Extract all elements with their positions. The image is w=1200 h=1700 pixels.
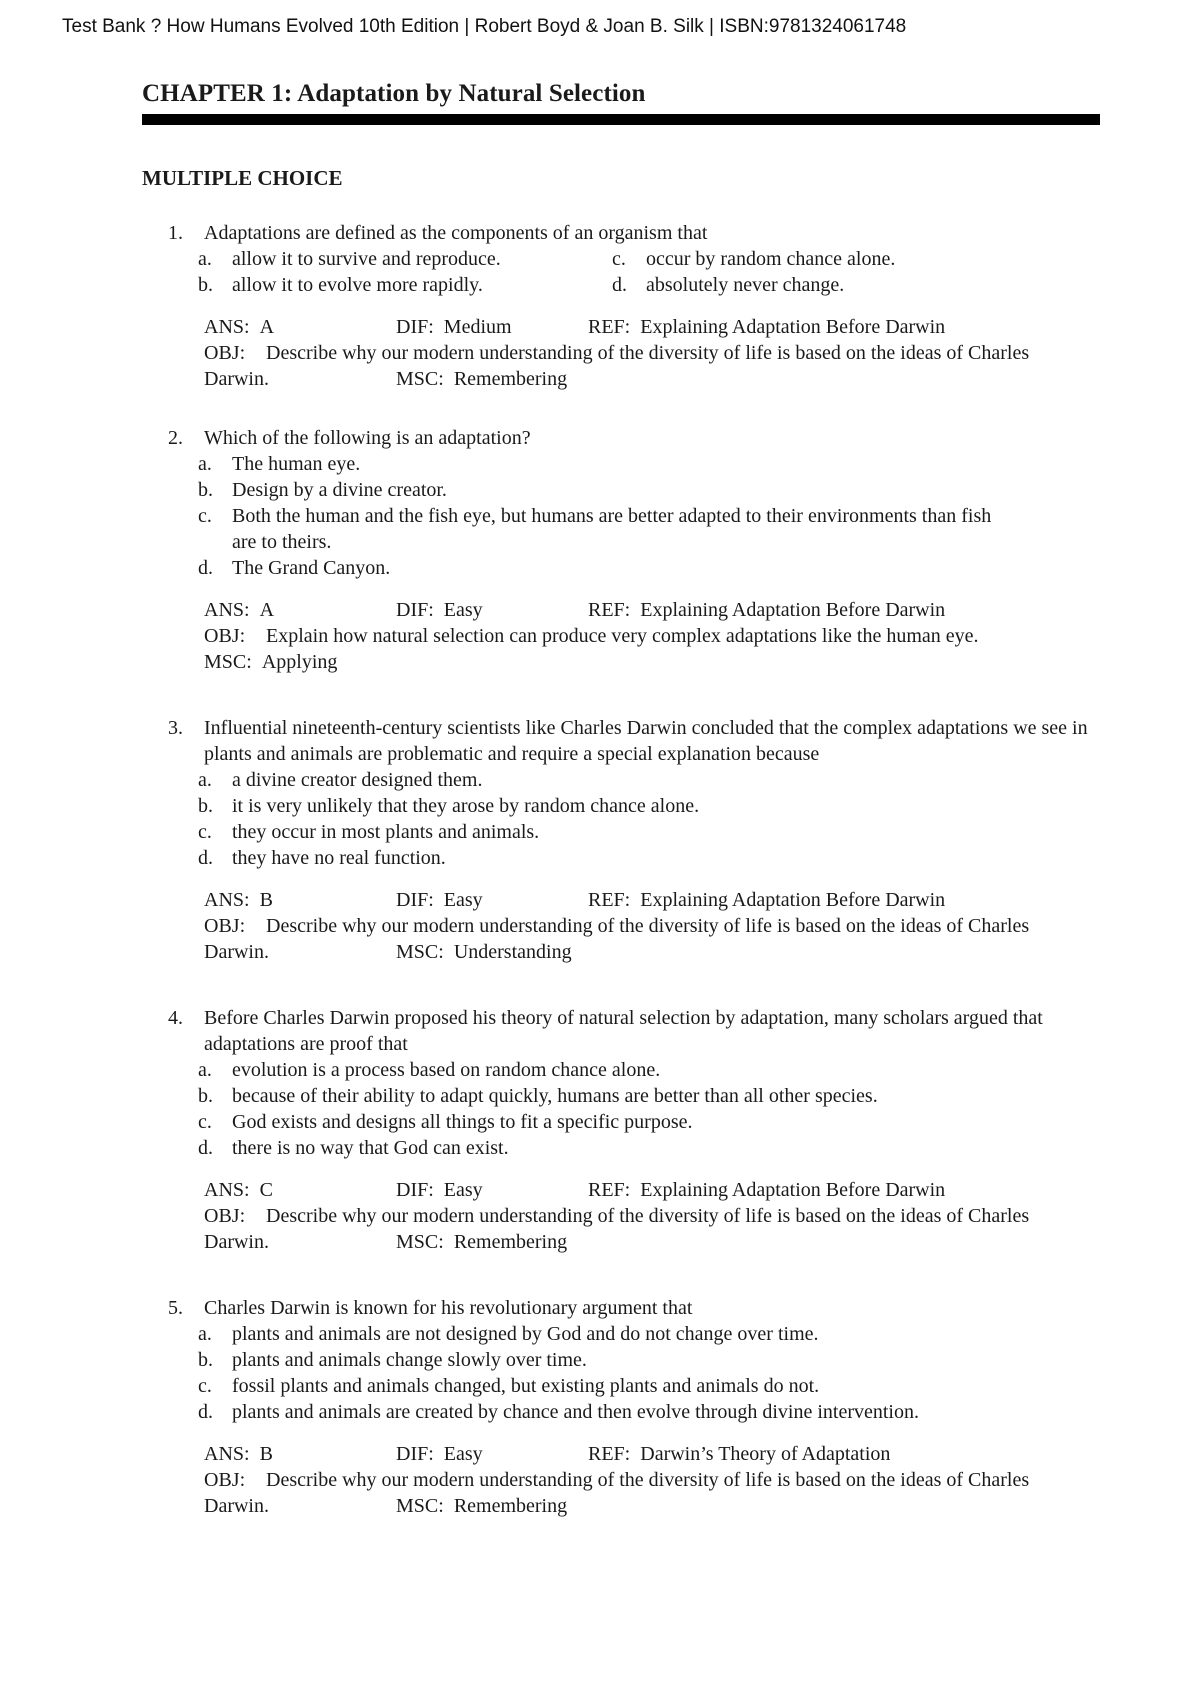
choice-d: d. they have no real function. [198,847,446,869]
choice-c: c. they occur in most plants and animals. [198,821,540,843]
choice-c: c. Both the human and the fish eye, but humans are better adapted to their environments than fish are to theirs. [198,505,992,553]
reference: REF: Explaining Adaptation Before Darwin [588,316,946,338]
choice-text: absolutely never change. [646,274,845,296]
question-number: 2. [168,427,183,449]
choice-b: b. because of their ability to adapt quickly, humans are better than all other species. [198,1085,878,1107]
objective-continued: Darwin. [204,1495,269,1517]
reference: REF: Explaining Adaptation Before Darwin [588,1179,946,1201]
question-2 [168,425,1108,675]
choice-c [612,246,992,272]
difficulty: DIF: Easy [396,1179,483,1201]
question-stem [168,220,1108,246]
choice-d: d. plants and animals are created by chance and then evolve through divine intervention. [198,1401,919,1423]
reference: REF: Explaining Adaptation Before Darwin [588,889,946,911]
reference: REF: Explaining Adaptation Before Darwin [588,599,946,621]
difficulty: DIF: Easy [396,599,483,621]
answer-metadata [204,597,1108,675]
objective-continued: Darwin. [204,1231,269,1253]
choice-text: allow it to survive and reproduce. [232,248,501,270]
question-text: Which of the following is an adaptation? [204,427,531,449]
choice-a: a. The human eye. [198,453,361,475]
chapter-heading [142,80,1100,125]
objective: OBJ: Explain how natural selection can produce very complex adaptations like the human eye. [204,625,979,647]
answer-metadata [204,1177,1108,1255]
question-text: Charles Darwin is known for his revolutionary argument that [204,1297,693,1319]
objective-continued: Darwin. [204,941,269,963]
objective: OBJ: Describe why our modern understanding of the diversity of life is based on the ideas of Charles [204,1469,1030,1491]
question-4 [168,1005,1108,1255]
question-text: Adaptations are defined as the components of an organism that [204,222,708,244]
choices [198,246,1108,298]
answer: ANS: C [204,1179,273,1201]
section-title: MULTIPLE CHOICE [142,166,343,190]
answer-metadata [204,1441,1108,1519]
difficulty: DIF: Easy [396,889,483,911]
answer-metadata [204,314,1108,392]
answer: ANS: B [204,889,273,911]
question-stem [168,1005,1108,1057]
msc: MSC: Remembering [396,368,568,390]
choice-text: allow it to evolve more rapidly. [232,274,483,296]
choice-c: c. fossil plants and animals changed, but existing plants and animals do not. [198,1375,820,1397]
choice-d: d. there is no way that God can exist. [198,1137,509,1159]
msc: MSC: Applying [204,651,338,673]
choice-b: b. it is very unlikely that they arose by random chance alone. [198,795,700,817]
answer-metadata [204,887,1108,965]
choice-text: occur by random chance alone. [646,248,896,270]
question-5 [168,1295,1108,1519]
choices [198,1057,1108,1161]
question-number: 1. [168,222,183,244]
choice-b: b. plants and animals change slowly over time. [198,1349,587,1371]
choice-a: a. a divine creator designed them. [198,769,483,791]
objective: OBJ: Describe why our modern understanding of the diversity of life is based on the ideas of Charles [204,1205,1030,1227]
objective: OBJ: Describe why our modern understanding of the diversity of life is based on the ideas of Charles [204,915,1030,937]
choices [198,767,1108,871]
question-3 [168,715,1108,965]
msc: MSC: Remembering [396,1231,568,1253]
question-1 [168,220,1108,392]
chapter-title: CHAPTER 1: Adaptation by Natural Selection [142,80,646,107]
objective-continued: Darwin. [204,368,269,390]
choice-a: a. evolution is a process based on random chance alone. [198,1059,661,1081]
choices [198,1321,1108,1425]
answer: ANS: B [204,1443,273,1465]
choice-d [612,272,992,298]
reference: REF: Darwin’s Theory of Adaptation [588,1443,891,1465]
difficulty: DIF: Medium [396,316,512,338]
choice-b: b. Design by a divine creator. [198,479,447,501]
question-text: Influential nineteenth-century scientists like Charles Darwin concluded that the complex adaptations we see in plants and animals are problematic and require a special explanation because [204,717,1088,765]
question-stem [168,1295,1108,1321]
objective: OBJ: Describe why our modern understanding of the diversity of life is based on the ideas of Charles [204,342,1030,364]
choice-letter: b. [198,274,213,296]
choice-letter: a. [198,248,212,270]
question-number: 4. [168,1007,183,1029]
question-text: Before Charles Darwin proposed his theory of natural selection by adaptation, many scholars argued that adaptations are proof that [204,1007,1043,1055]
choice-letter: c. [612,248,626,270]
choice-letter: d. [612,274,627,296]
choices [198,451,1018,581]
page-header: Test Bank ? How Humans Evolved 10th Edition | Robert Boyd & Joan B. Silk | ISBN:9781324061748 [62,16,907,37]
msc: MSC: Understanding [396,941,572,963]
chapter-rule [142,114,1100,125]
answer: ANS: A [204,316,275,338]
question-number: 5. [168,1297,183,1319]
msc: MSC: Remembering [396,1495,568,1517]
question-number: 3. [168,717,183,739]
answer: ANS: A [204,599,275,621]
choice-a [198,246,612,272]
choice-a: a. plants and animals are not designed by God and do not change over time. [198,1323,819,1345]
difficulty: DIF: Easy [396,1443,483,1465]
choice-b [198,272,612,298]
question-stem [168,425,1108,451]
choice-c: c. God exists and designs all things to fit a specific purpose. [198,1111,693,1133]
choice-d: d. The Grand Canyon. [198,557,391,579]
question-stem [168,715,1108,767]
